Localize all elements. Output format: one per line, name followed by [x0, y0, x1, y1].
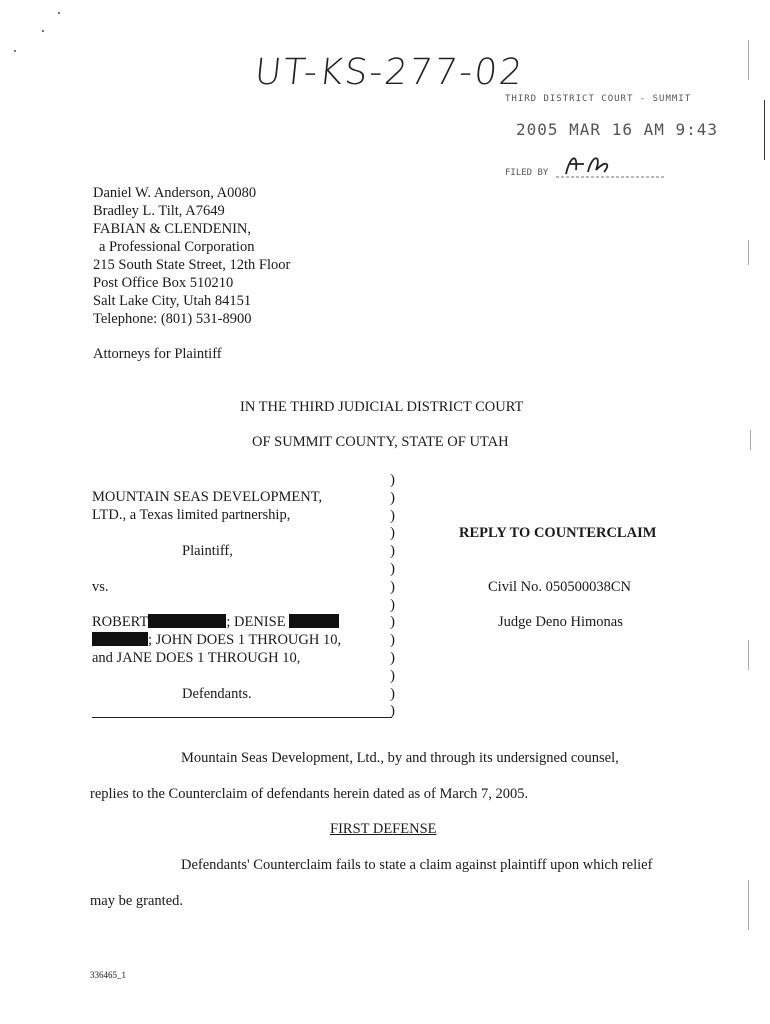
paren: ) [390, 525, 395, 542]
defendant-john-does: ; JOHN DOES 1 THROUGH 10, [148, 632, 342, 648]
attorney-line: a Professional Corporation [99, 239, 255, 255]
defendant-jane-does: and JANE DOES 1 THROUGH 10, [92, 650, 301, 666]
paren: ) [390, 685, 395, 702]
redaction-bar [92, 632, 148, 646]
defendant-robert: ROBERT [92, 614, 149, 630]
paren: ) [390, 507, 395, 524]
handwritten-case-number: UT-KS-277-02 [252, 52, 527, 93]
scan-speck [14, 50, 16, 52]
attorney-line: Daniel W. Anderson, A0080 [93, 185, 257, 201]
attorney-block [93, 184, 290, 328]
defendant-line1 [92, 614, 339, 631]
filed-by-label: FILED BY [505, 168, 549, 178]
scan-edge-mark [750, 430, 751, 450]
defendant-line2 [92, 632, 341, 649]
defendant-denise: ; DENISE [226, 614, 286, 630]
attorney-line: Post Office Box 510210 [93, 275, 234, 291]
filing-date-stamp: 2005 MAR 16 AM 9:43 [516, 120, 719, 139]
paren: ) [390, 614, 395, 631]
attorneys-for: Attorneys for Plaintiff [93, 346, 222, 362]
document-title: REPLY TO COUNTERCLAIM [459, 525, 657, 541]
caption-rule [92, 717, 392, 718]
attorney-line: 215 South State Street, 12th Floor [93, 257, 291, 273]
paren: ) [390, 703, 395, 720]
scan-speck [42, 30, 44, 32]
paren: ) [390, 489, 395, 506]
versus: vs. [92, 579, 109, 595]
paren: ) [390, 543, 395, 560]
plaintiff-name-line2: LTD., a Texas limited partnership, [92, 507, 291, 523]
attorney-line: Bradley L. Tilt, A7649 [93, 203, 225, 219]
scan-edge-mark [748, 240, 749, 265]
scan-edge-mark [748, 880, 749, 930]
paren: ) [390, 632, 395, 649]
plaintiff-name-line1: MOUNTAIN SEAS DEVELOPMENT, [92, 489, 323, 505]
scan-edge-mark [764, 100, 765, 160]
defendants-role: Defendants. [182, 686, 252, 702]
scan-speck [58, 12, 60, 14]
judge-name: Judge Deno Himonas [498, 614, 623, 630]
paren: ) [390, 560, 395, 577]
redaction-bar [289, 614, 339, 628]
caption-parenthesis-column [390, 472, 402, 721]
section-heading-first-defense: FIRST DEFENSE [330, 821, 437, 837]
redaction-bar [148, 614, 226, 628]
paren: ) [390, 596, 395, 613]
paren: ) [390, 472, 395, 488]
court-title-line1: IN THE THIRD JUDICIAL DISTRICT COURT [240, 399, 524, 415]
plaintiff-role: Plaintiff, [182, 543, 233, 559]
attorney-line: Salt Lake City, Utah 84151 [93, 293, 252, 309]
attorney-line: Telephone: (801) 531-8900 [93, 311, 252, 327]
paren: ) [390, 578, 395, 595]
footer-document-number: 336465_1 [90, 970, 126, 980]
attorney-line: FABIAN & CLENDENIN, [93, 221, 252, 237]
scan-edge-mark [748, 40, 749, 80]
body-paragraph1-line1: Mountain Seas Development, Ltd., by and through its undersigned counsel, [181, 750, 619, 766]
court-title-line2: OF SUMMIT COUNTY, STATE OF UTAH [252, 434, 509, 450]
court-stamp-line: THIRD DISTRICT COURT - SUMMIT [505, 94, 692, 104]
body-paragraph1-line2: replies to the Counterclaim of defendants herein dated as of March 7, 2005. [90, 786, 529, 802]
paren: ) [390, 649, 395, 666]
clerk-initials-signature [548, 148, 668, 182]
civil-number: Civil No. 050500038CN [488, 579, 631, 595]
body-paragraph2-line1: Defendants' Counterclaim fails to state a claim against plaintiff upon which relief [181, 857, 653, 873]
scan-edge-mark [748, 640, 749, 670]
body-paragraph2-line2: may be granted. [90, 893, 184, 909]
paren: ) [390, 667, 395, 684]
